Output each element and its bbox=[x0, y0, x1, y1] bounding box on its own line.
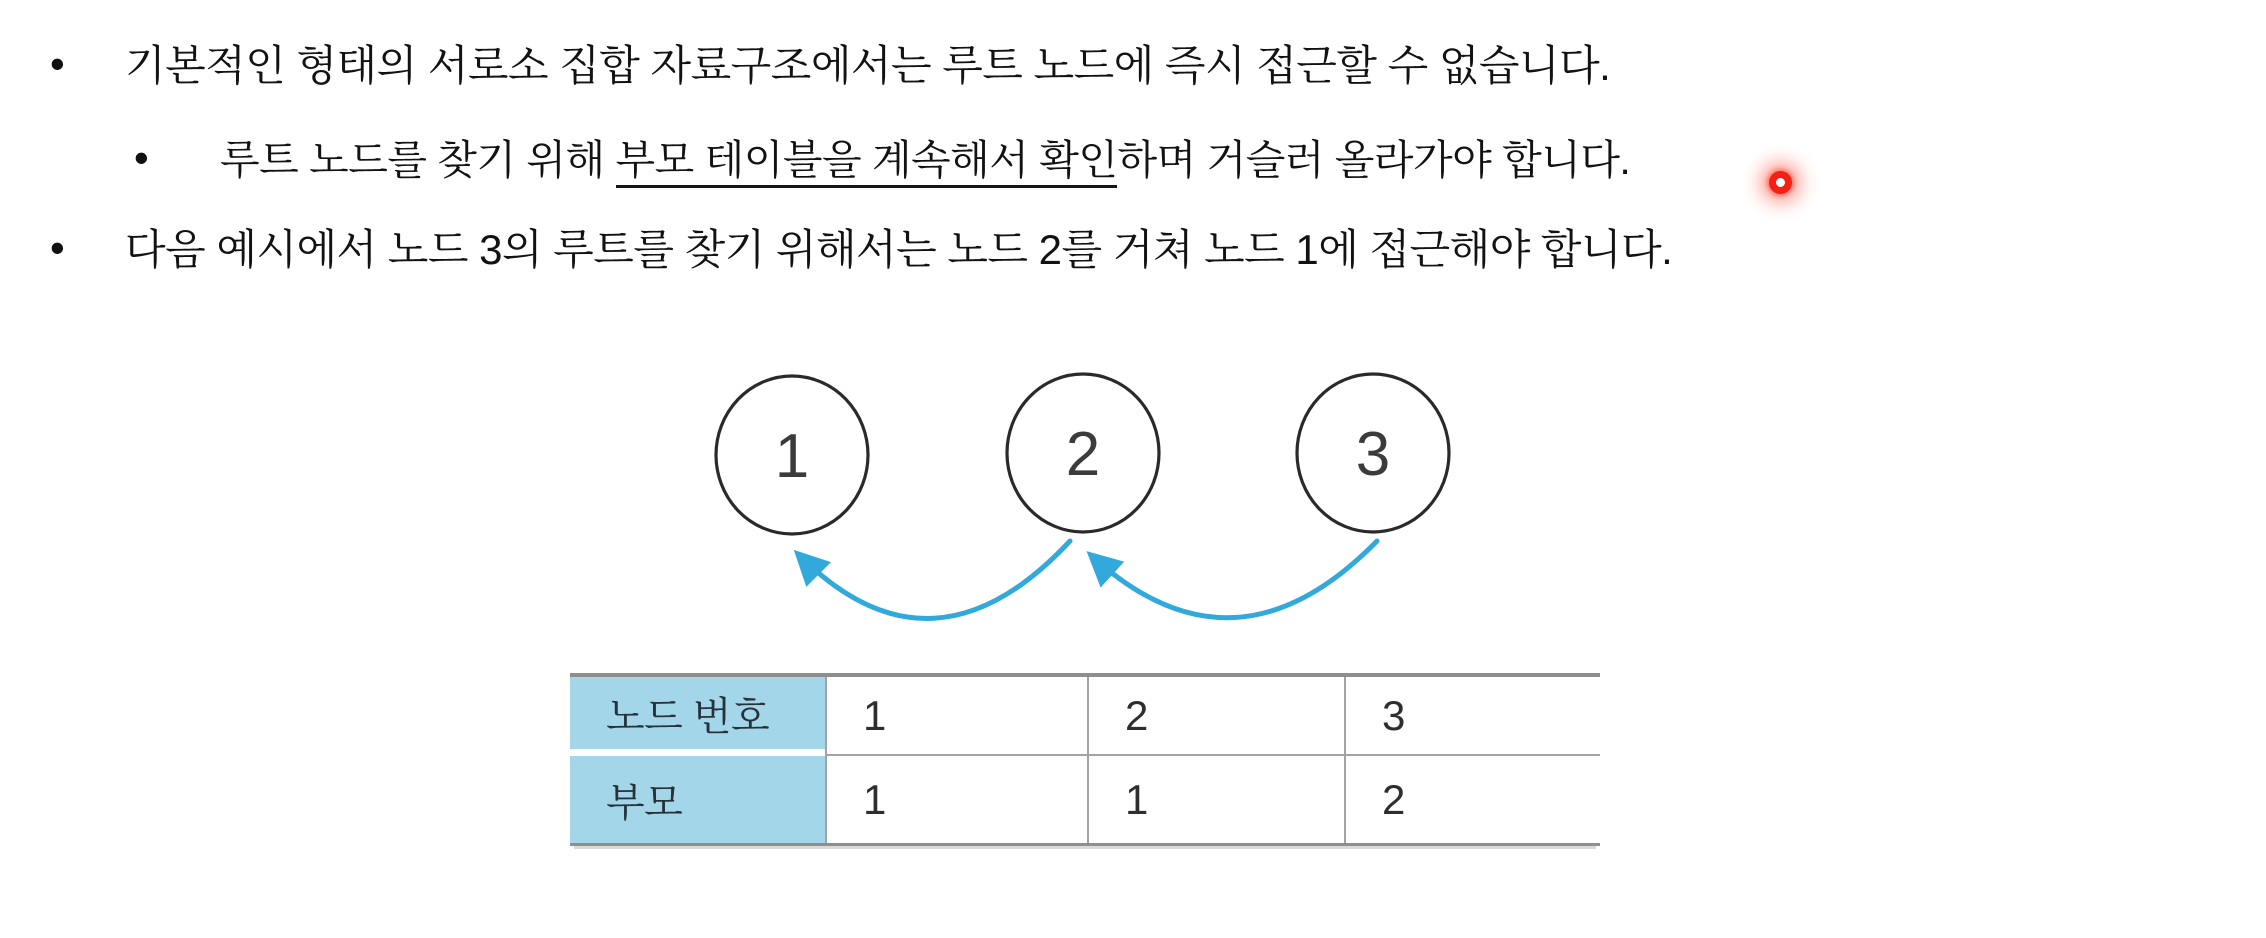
bullet-text-1: 기본적인 형태의 서로소 집합 자료구조에서는 루트 노드에 즉시 접근할 수 없습니다. bbox=[125, 42, 1611, 89]
bullet-marker: • bbox=[50, 40, 65, 87]
node-label-1: 1 bbox=[774, 422, 810, 491]
bullet-text-2-underlined: 부모 테이블을 계속해서 확인 bbox=[616, 137, 1118, 188]
bullet-marker: • bbox=[50, 224, 65, 271]
node-label-2: 2 bbox=[1065, 420, 1101, 489]
parent-edge-2-to-1 bbox=[800, 541, 1070, 618]
table-cell-node-1: 1 bbox=[825, 677, 1087, 756]
table-header-node-number: 노드 번호 bbox=[570, 677, 825, 756]
sub-bullet-marker: • bbox=[134, 134, 149, 181]
table-cell-parent-1: 1 bbox=[825, 756, 1087, 843]
table-cell-node-2: 2 bbox=[1087, 677, 1344, 756]
node-label-3: 3 bbox=[1355, 420, 1391, 489]
parent-edge-3-to-2 bbox=[1093, 541, 1377, 618]
table-cell-node-3: 3 bbox=[1344, 677, 1600, 756]
bullet-text-2-pre: 루트 노드를 찾기 위해 bbox=[220, 137, 616, 183]
table-cell-parent-2: 1 bbox=[1087, 756, 1344, 843]
parent-table bbox=[570, 673, 1600, 846]
table-header-parent: 부모 bbox=[570, 756, 825, 843]
bullet-text-2-post: 하며 거슬러 올라가야 합니다. bbox=[1117, 137, 1631, 183]
bullet-text-3: 다음 예시에서 노드 3의 루트를 찾기 위해서는 노드 2를 거쳐 노드 1에 접근해야 합니다. bbox=[125, 226, 1673, 273]
table-cell-parent-3: 2 bbox=[1344, 756, 1600, 843]
